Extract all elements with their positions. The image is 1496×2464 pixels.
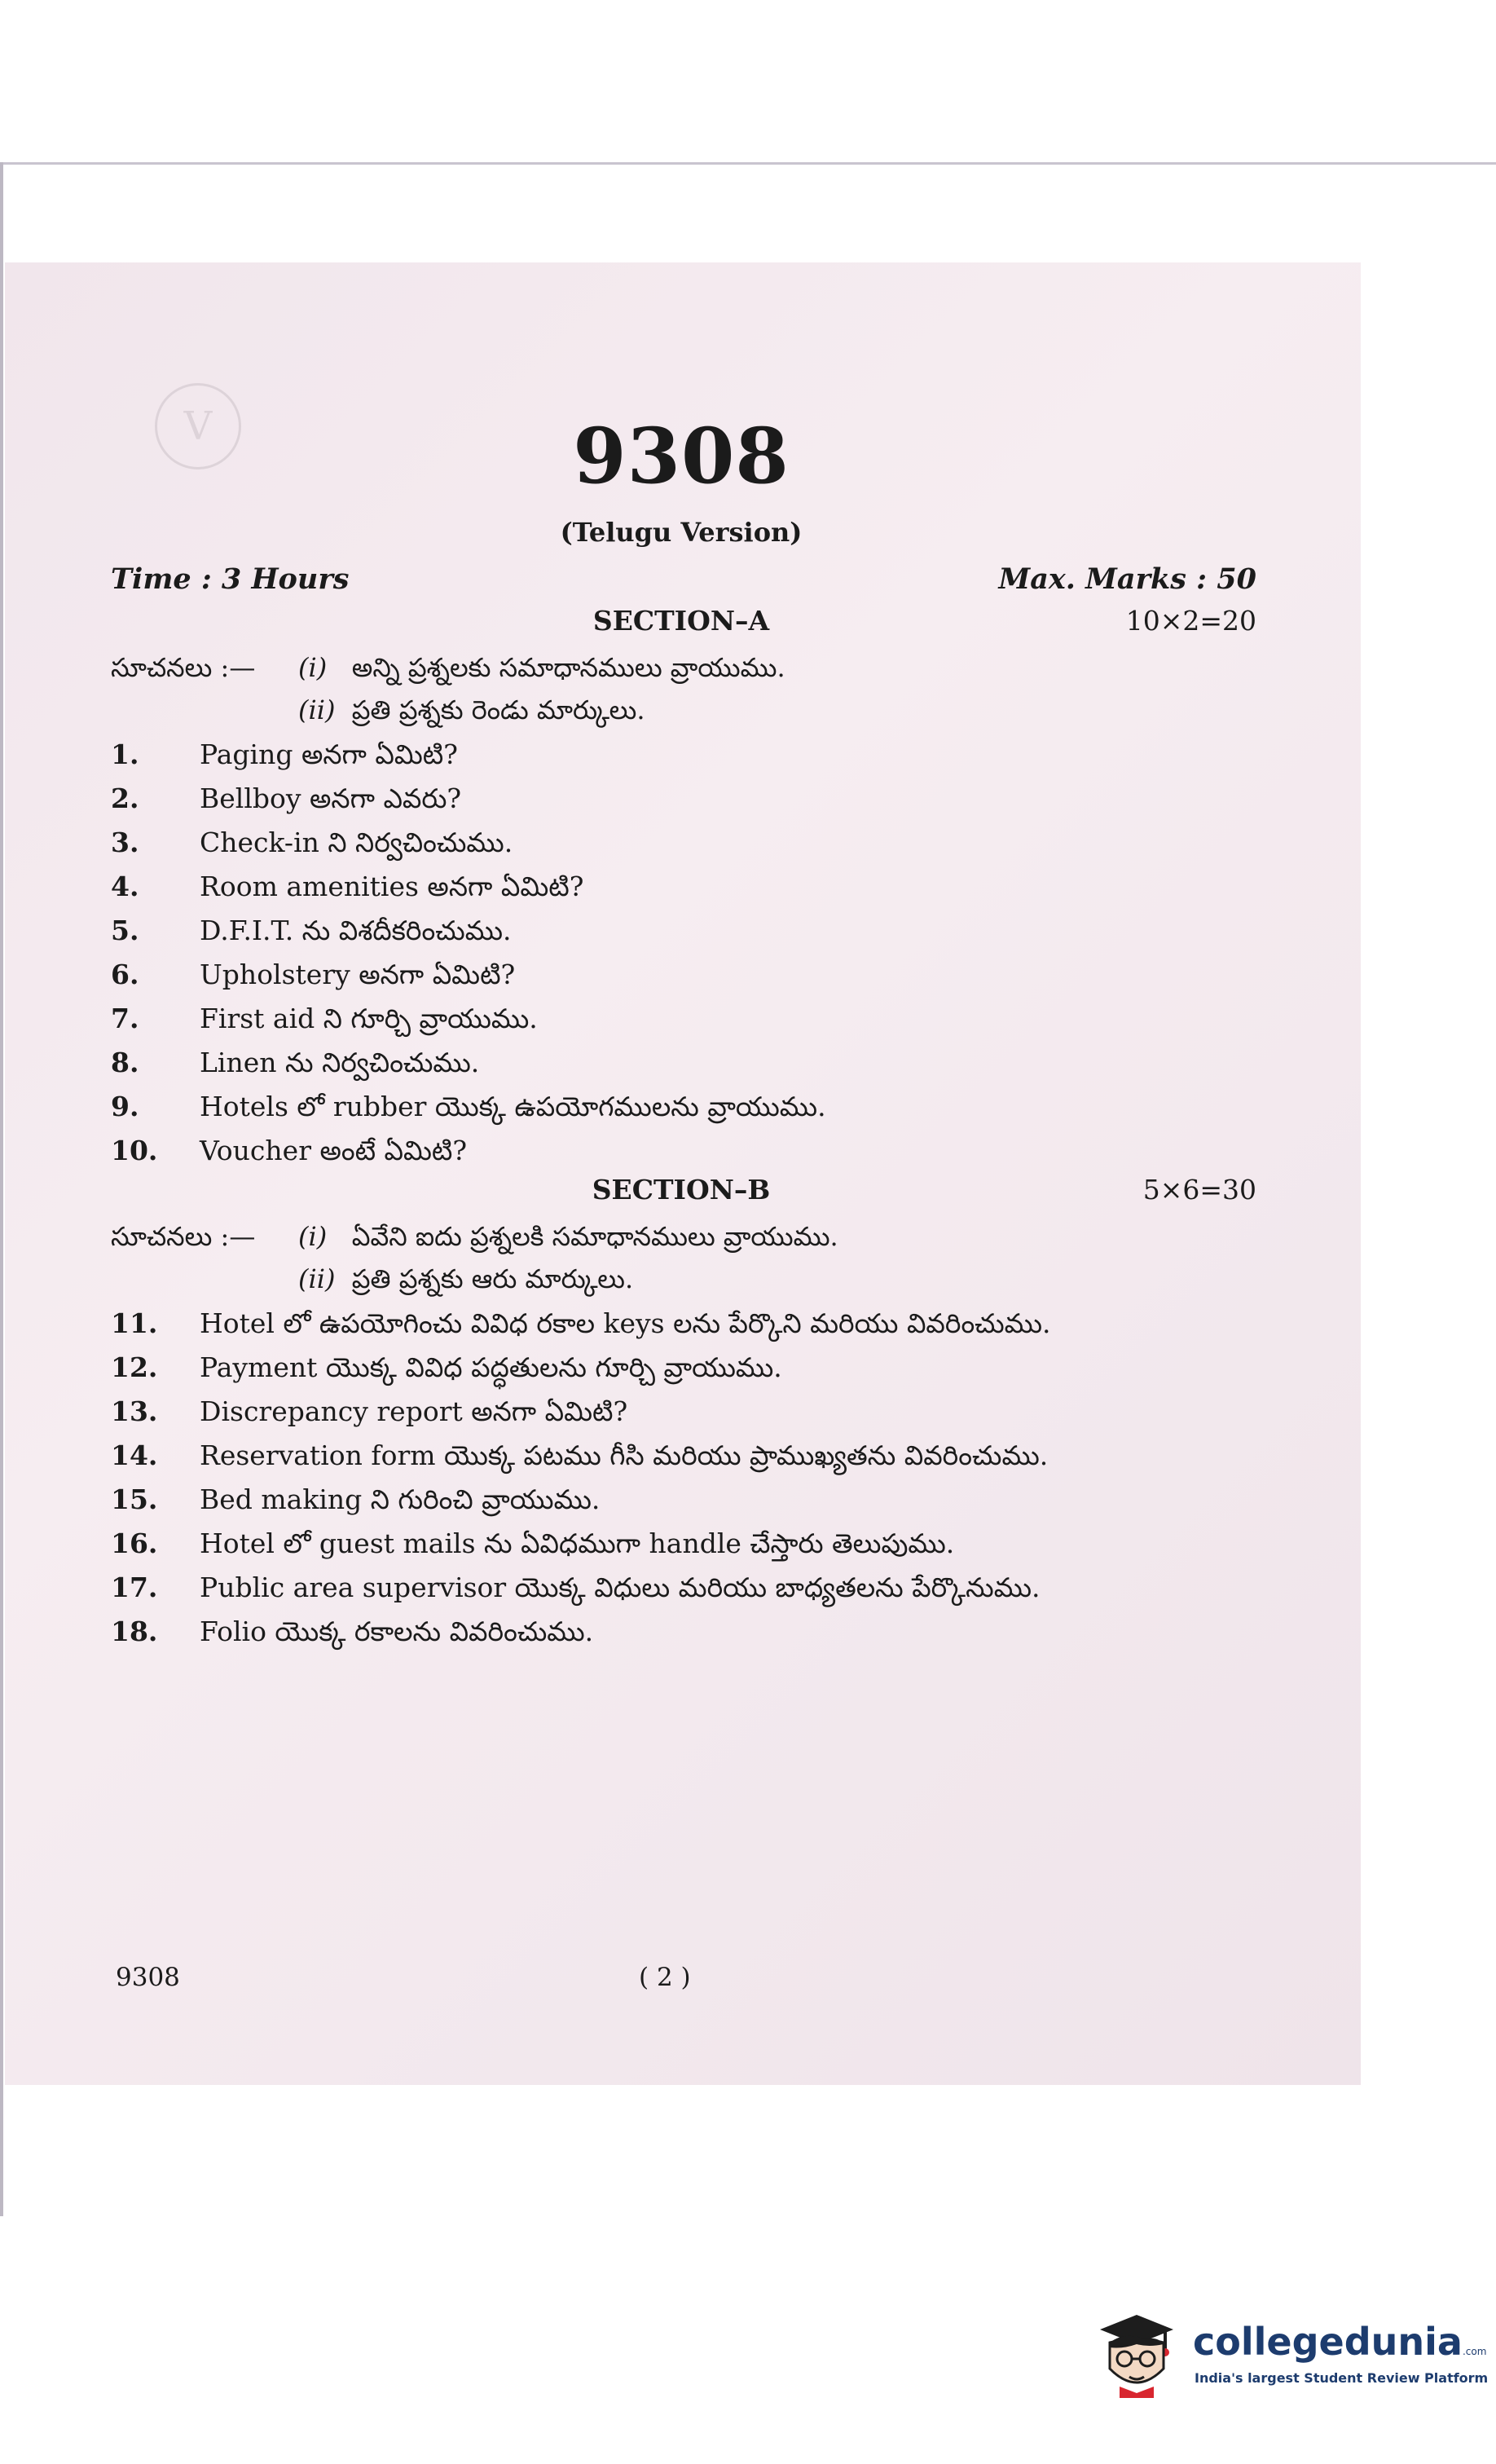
- question-text: Hotels లో rubber యొక్క ఉపయోగములను వ్రాయుము.: [200, 1091, 826, 1122]
- question-text: Hotel లో ఉపయోగించు వివిధ రకాల keys లను పేర్కొని మరియు వివరించుము.: [200, 1307, 1051, 1339]
- section-b-instruction: (ii) ప్రతి ప్రశ్నకు ఆరు మార్కులు.: [298, 1263, 634, 1294]
- question-number: 17.: [111, 1571, 158, 1603]
- student-mascot-icon: [1092, 2312, 1181, 2398]
- question-number: 13.: [111, 1395, 158, 1427]
- question-number: 9.: [111, 1091, 139, 1122]
- question-text: Payment యొక్క వివిధ పద్ధతులను గూర్చి వ్రాయుము.: [200, 1351, 782, 1383]
- scan-edge-top: [0, 162, 1496, 165]
- question-text: Paging అనగా ఏమిటి?: [200, 738, 458, 770]
- question-number: 7.: [111, 1003, 139, 1034]
- section-a-title: SECTION–A: [592, 605, 770, 637]
- question-text: Linen ను నిర్వచించుము.: [200, 1047, 480, 1078]
- question-text: Check-in ని నిర్వచించుము.: [200, 826, 513, 858]
- faded-stamp: V: [155, 383, 241, 469]
- question-text: Hotel లో guest mails ను ఏవిధముగా handle చేస్తారు తెలుపుము.: [200, 1527, 955, 1559]
- question-number: 3.: [111, 826, 139, 858]
- question-text: Public area supervisor యొక్క విధులు మరియు బాధ్యతలను పేర్కొనుము.: [200, 1571, 1041, 1603]
- question-text: First aid ని గూర్చి వ్రాయుము.: [200, 1003, 538, 1034]
- question-text: Room amenities అనగా ఏమిటి?: [200, 871, 584, 902]
- section-b-title: SECTION–B: [592, 1174, 771, 1206]
- question-number: 1.: [111, 738, 139, 770]
- question-number: 16.: [111, 1527, 158, 1559]
- section-b-instructions-label: సూచనలు :—: [111, 1221, 256, 1252]
- question-text: Folio యొక్క రకాలను వివరించుము.: [200, 1615, 594, 1647]
- max-marks-label: Max. Marks : 50: [998, 562, 1256, 596]
- question-number: 2.: [111, 782, 139, 814]
- logo-tagline: India's largest Student Review Platform: [1195, 2370, 1489, 2386]
- question-number: 15.: [111, 1483, 158, 1515]
- question-text: Bellboy అనగా ఎవరు?: [200, 782, 462, 814]
- question-number: 10.: [111, 1135, 158, 1166]
- section-b-marks: 5×6=30: [1142, 1174, 1256, 1206]
- footer-page-number: ( 2 ): [639, 1963, 691, 1992]
- question-text: Reservation form యొక్క పటము గీసి మరియు ప్రాముఖ్యతను వివరించుము.: [200, 1439, 1049, 1471]
- question-text: Voucher అంటే ఏమిటి?: [200, 1135, 468, 1166]
- section-a-instruction: (i) అన్ని ప్రశ్నలకు సమాధానములు వ్రాయుము.: [298, 652, 785, 683]
- question-number: 12.: [111, 1351, 158, 1383]
- question-text: Bed making ని గురించి వ్రాయుము.: [200, 1483, 601, 1515]
- question-text: D.F.I.T. ను విశదీకరించుము.: [200, 915, 512, 946]
- question-number: 4.: [111, 871, 139, 902]
- section-a-marks: 10×2=20: [1125, 605, 1256, 637]
- footer-paper-code: 9308: [116, 1963, 180, 1992]
- collegedunia-logo[interactable]: [1092, 2312, 1489, 2398]
- paper-code-title: 9308: [573, 412, 790, 501]
- time-label: Time : 3 Hours: [111, 562, 350, 596]
- question-number: 8.: [111, 1047, 139, 1078]
- section-a-instruction: (ii) ప్రతి ప్రశ్నకు రెండు మార్కులు.: [298, 694, 645, 725]
- question-text: Upholstery అనగా ఏమిటి?: [200, 959, 516, 990]
- question-number: 6.: [111, 959, 139, 990]
- question-number: 11.: [111, 1307, 158, 1339]
- question-number: 18.: [111, 1615, 158, 1647]
- question-number: 5.: [111, 915, 139, 946]
- question-text: Discrepancy report అనగా ఏమిటి?: [200, 1395, 628, 1427]
- question-number: 14.: [111, 1439, 158, 1471]
- version-label: (Telugu Version): [560, 517, 803, 548]
- section-a-instructions-label: సూచనలు :—: [111, 652, 256, 683]
- section-b-instruction: (i) ఏవేని ఐదు ప్రశ్నలకి సమాధానములు వ్రాయుము.: [298, 1221, 838, 1252]
- logo-wordmark: collegedunia.com: [1193, 2320, 1487, 2364]
